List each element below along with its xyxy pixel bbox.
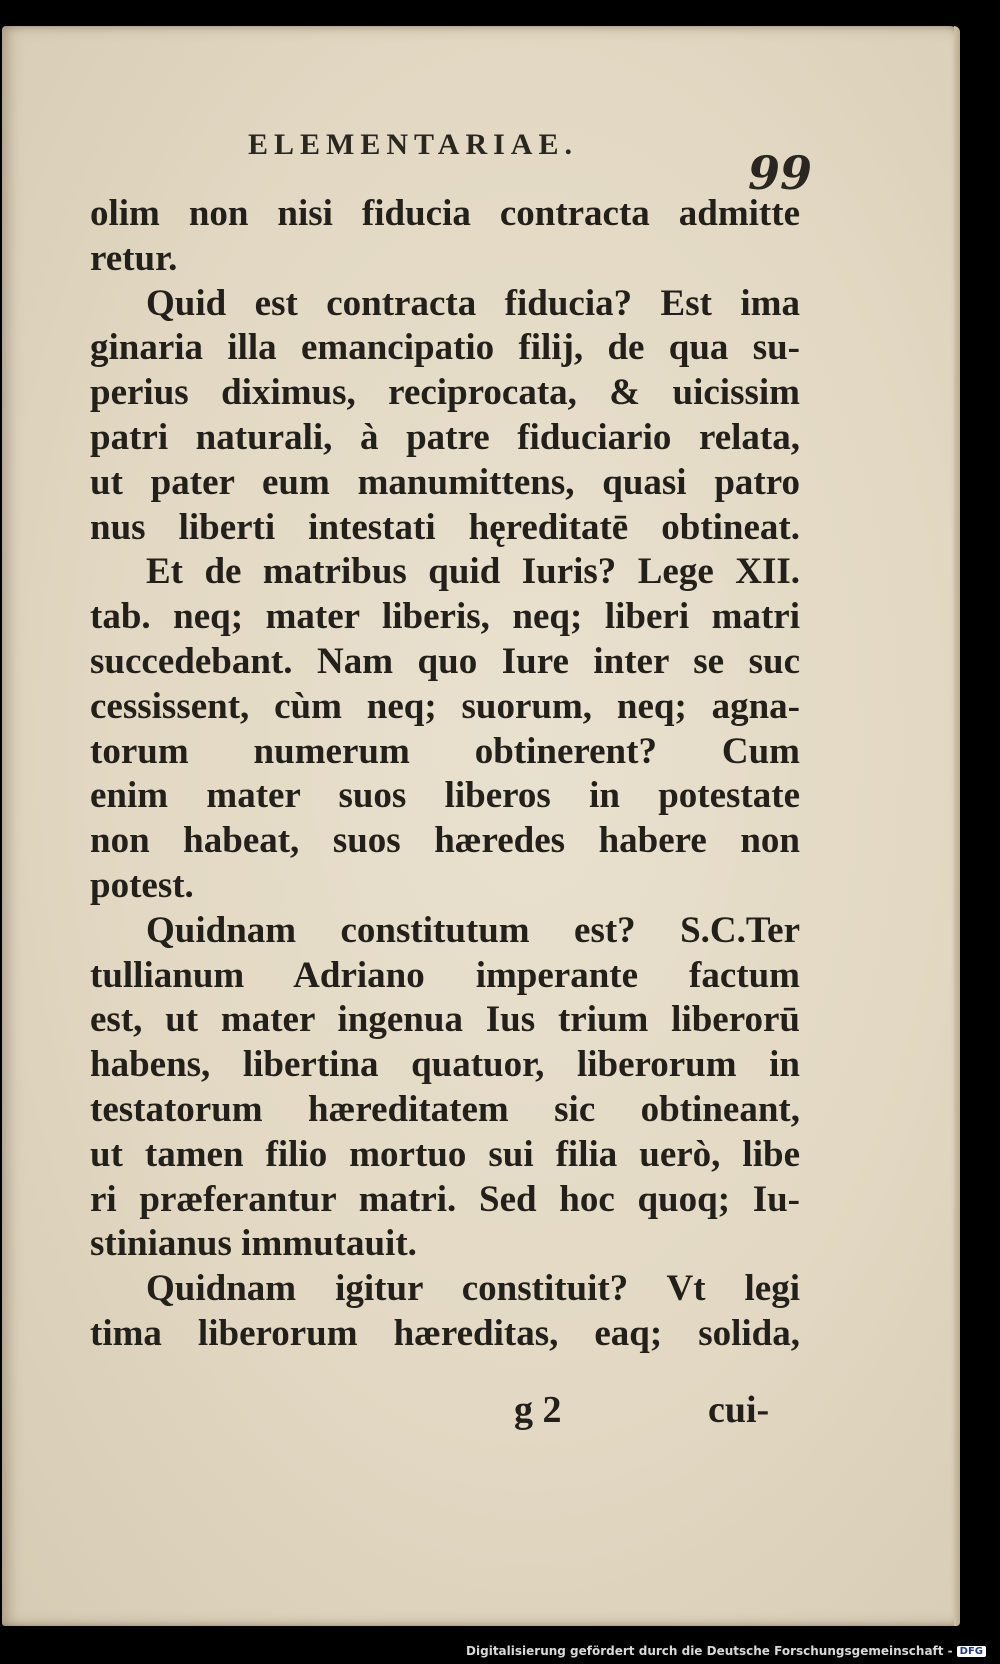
running-head: ELEMENTARIAE. <box>248 128 578 161</box>
page-edge <box>954 26 960 1626</box>
text-line: ut pater eum manumittens, quasi patro <box>90 461 800 503</box>
text-line: tab. neq; mater liberis, neq; liberi matri <box>90 596 800 638</box>
text-line: succedebant. Nam quo Iure inter se suc <box>90 640 800 682</box>
dfg-logo: DFG <box>957 1646 986 1657</box>
text-line: Quid est contracta fiducia? Est ima <box>146 282 800 324</box>
body-text <box>90 192 800 1357</box>
text-line: est, ut mater ingenua Ius trium liberorū <box>90 999 800 1041</box>
text-line: Et de matribus quid Iuris? Lege XII. <box>146 551 800 593</box>
catchword: cui- <box>708 1389 770 1431</box>
text-line: tima liberorum hæreditas, eaq; solida, <box>90 1312 800 1354</box>
text-line: testatorum hæreditatem sic obtineant, <box>90 1088 800 1130</box>
signature-mark: g 2 <box>514 1389 562 1431</box>
credit-text: Digitalisierung gefördert durch die Deutsche Forschungsgemeinschaft - <box>466 1644 953 1658</box>
text-line: non habeat, suos hæredes habere non <box>90 820 800 862</box>
text-line: habens, libertina quatuor, liberorum in <box>90 1044 800 1086</box>
text-line: olim non nisi fiducia contracta admitte <box>90 193 800 234</box>
text-line: stinianus immutauit. <box>90 1223 417 1265</box>
text-line: nus liberti intestati hęreditatē obtineat. <box>90 506 800 548</box>
text-line: Quidnam igitur constituit? Vt legi <box>146 1268 800 1310</box>
text-line: enim mater suos liberos in potestate <box>90 775 800 817</box>
digitization-credit <box>466 1644 986 1658</box>
text-line: torum numerum obtinerent? Cum <box>90 730 800 772</box>
text-line: Quidnam constitutum est? S.C.Ter <box>146 909 800 951</box>
text-line: perius diximus, reciprocata, & uicissim <box>90 372 800 414</box>
text-line: ut tamen filio mortuo sui filia uerò, libe <box>90 1133 800 1175</box>
text-line: cessissent, cùm neq; suorum, neq; agna- <box>90 685 800 727</box>
page-number: 99 <box>748 146 813 200</box>
text-line: tullianum Adriano imperante factum <box>90 954 800 996</box>
text-line: patri naturali, à patre fiduciario relata, <box>90 416 800 458</box>
text-line: ri præferantur matri. Sed hoc quoq; Iu- <box>90 1178 800 1220</box>
text-line: ginaria illa emancipatio filij, de qua su- <box>90 327 800 369</box>
text-line: potest. <box>90 864 194 906</box>
text-line: retur. <box>90 237 178 279</box>
